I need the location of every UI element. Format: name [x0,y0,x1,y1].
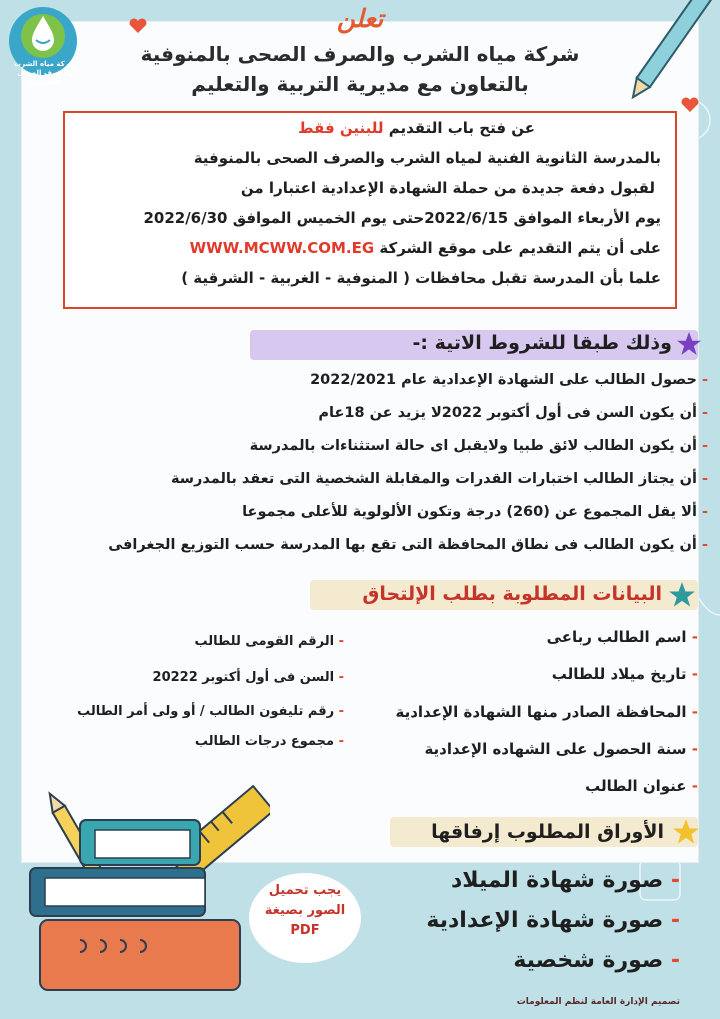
data-item: - اسم الطالب رباعى [546,628,698,646]
box-line-2: بالمدرسة الثانوية الفنية لمياه الشرب والصرف الصحى بالمنوفية [193,149,661,167]
company-name: شركة مياه الشرب والصرف الصحى بالمنوفية [140,42,580,66]
document-item: - صورة شهادة الإعدادية [426,908,680,933]
condition-text: ألا يقل المجموع عن (260) درجة وتكون الألولوية للأعلى مجموعا [242,504,697,520]
condition-text: حصول الطالب على الشهادة الإعدادية عام 2022/2021 [310,372,697,388]
condition-text: أن يكون السن فى أول أكتوبر 2022لا يزيد عن 18عام [318,405,697,421]
condition-text: أن يجتاز الطالب اختبارات القدرات والمقابلة الشخصية التى تعقد بالمدرسة [170,471,697,487]
company-website-link[interactable]: WWW.MCWW.COM.EG [189,239,375,257]
pdf-note-line-2: الصور بصيغة [264,903,346,918]
data-item-text: السن فى أول أكتوبر 20222 [152,670,335,685]
data-item: - تاريخ ميلاد للطالب [551,665,698,683]
teal-star-icon [668,581,696,609]
books-stack-illustration [20,780,270,1010]
data-item-text: مجموع درجات الطالب [194,734,335,749]
yellow-star-icon [672,818,700,846]
announce-title: تعلن [336,4,384,33]
box-line-4: يوم الأربعاء الموافق 2022/6/15حتى يوم الخميس الموافق 2022/6/30 [143,209,661,227]
data-item: - رقم تليفون الطالب / أو ولى أمر الطالب [77,704,344,719]
condition-item: - أن يكون الطالب فى نطاق المحافظة التى تقع بها المدرسة حسب التوزيع الجغرافى [108,537,708,553]
condition-text: أن يكون الطالب فى نطاق المحافظة التى تقع بها المدرسة حسب التوزيع الجغرافى [108,537,697,553]
announcement-box [63,111,677,309]
documents-heading: الأوراق المطلوب إرفاقها [431,821,664,843]
box-line-6: علما بأن المدرسة تقبل محافظات ( المنوفية - الغربية - الشرقية ) [181,269,661,287]
box-line-1 [298,115,535,141]
pdf-note-line-1: يجب تحميل [268,883,342,898]
pdf-note-line-3: PDF [290,923,320,938]
box-line-1-prefix: عن فتح باب التقديم [388,119,535,137]
data-item-text: سنة الحصول على الشهاده الإعدادية [424,740,687,758]
cooperation-line: بالتعاون مع مديرية التربية والتعليم [191,72,529,96]
data-item: - سنة الحصول على الشهاده الإعدادية [424,740,698,758]
data-item: - عنوان الطالب [585,777,698,795]
box-line-3: لقبول دفعة جديدة من حملة الشهادة الإعدادية اعتبارا من [240,179,655,197]
data-item-text: اسم الطالب رباعى [546,628,687,646]
data-item: - المحافظة الصادر منها الشهادة الإعدادية [395,703,698,721]
document-item: - صورة شخصية [513,948,680,973]
box-line-5 [190,235,661,261]
box-line-1-highlight: للبنين فقط [297,119,384,137]
data-item: - الرقم القومى للطالب [194,634,344,649]
condition-item: - حصول الطالب على الشهادة الإعدادية عام 2022/2021 [310,372,708,388]
heart-icon [680,95,700,115]
data-item-text: رقم تليفون الطالب / أو ولى أمر الطالب [77,704,335,719]
purple-star-icon [676,331,702,357]
conditions-heading: وذلك طبقا للشروط الاتية :- [412,332,672,354]
document-item: - صورة شهادة الميلاد [450,868,680,893]
document-text: صورة شخصية [513,948,664,973]
data-item-text: تاريخ ميلاد للطالب [551,665,687,683]
pdf-note [249,873,361,963]
document-text: صورة شهادة الإعدادية [426,908,664,933]
condition-item: - أن يجتاز الطالب اختبارات القدرات والمقابلة الشخصية التى تعقد بالمدرسة [170,471,708,487]
document-text: صورة شهادة الميلاد [450,868,664,893]
data-item: - السن فى أول أكتوبر 20222 [152,670,344,685]
condition-item: - ألا يقل المجموع عن (260) درجة وتكون الألولوية للأعلى مجموعا [242,504,708,520]
footer-credit: تصميم الإدارة العامة لنظم المعلومات [516,997,680,1007]
data-item-text: عنوان الطالب [585,777,687,795]
data-item-text: الرقم القومى للطالب [194,634,335,649]
condition-text: أن يكون الطالب لائق طبيا ولايقبل اى حالة استثناءات بالمدرسة [249,438,697,454]
data-item: - مجموع درجات الطالب [194,734,344,749]
condition-item: - أن يكون السن فى أول أكتوبر 2022لا يزيد عن 18عام [318,405,708,421]
data-item-text: المحافظة الصادر منها الشهادة الإعدادية [395,703,687,721]
data-heading: البيانات المطلوبة بطلب الإلتحاق [362,583,662,605]
condition-item: - أن يكون الطالب لائق طبيا ولايقبل اى حالة استثناءات بالمدرسة [249,438,708,454]
box-line-5-prefix: على أن يتم التقديم على موقع الشركة [379,239,661,257]
logo-text: شركة مياه الشرب والصرف الصحى بالمنوفية [14,60,76,86]
